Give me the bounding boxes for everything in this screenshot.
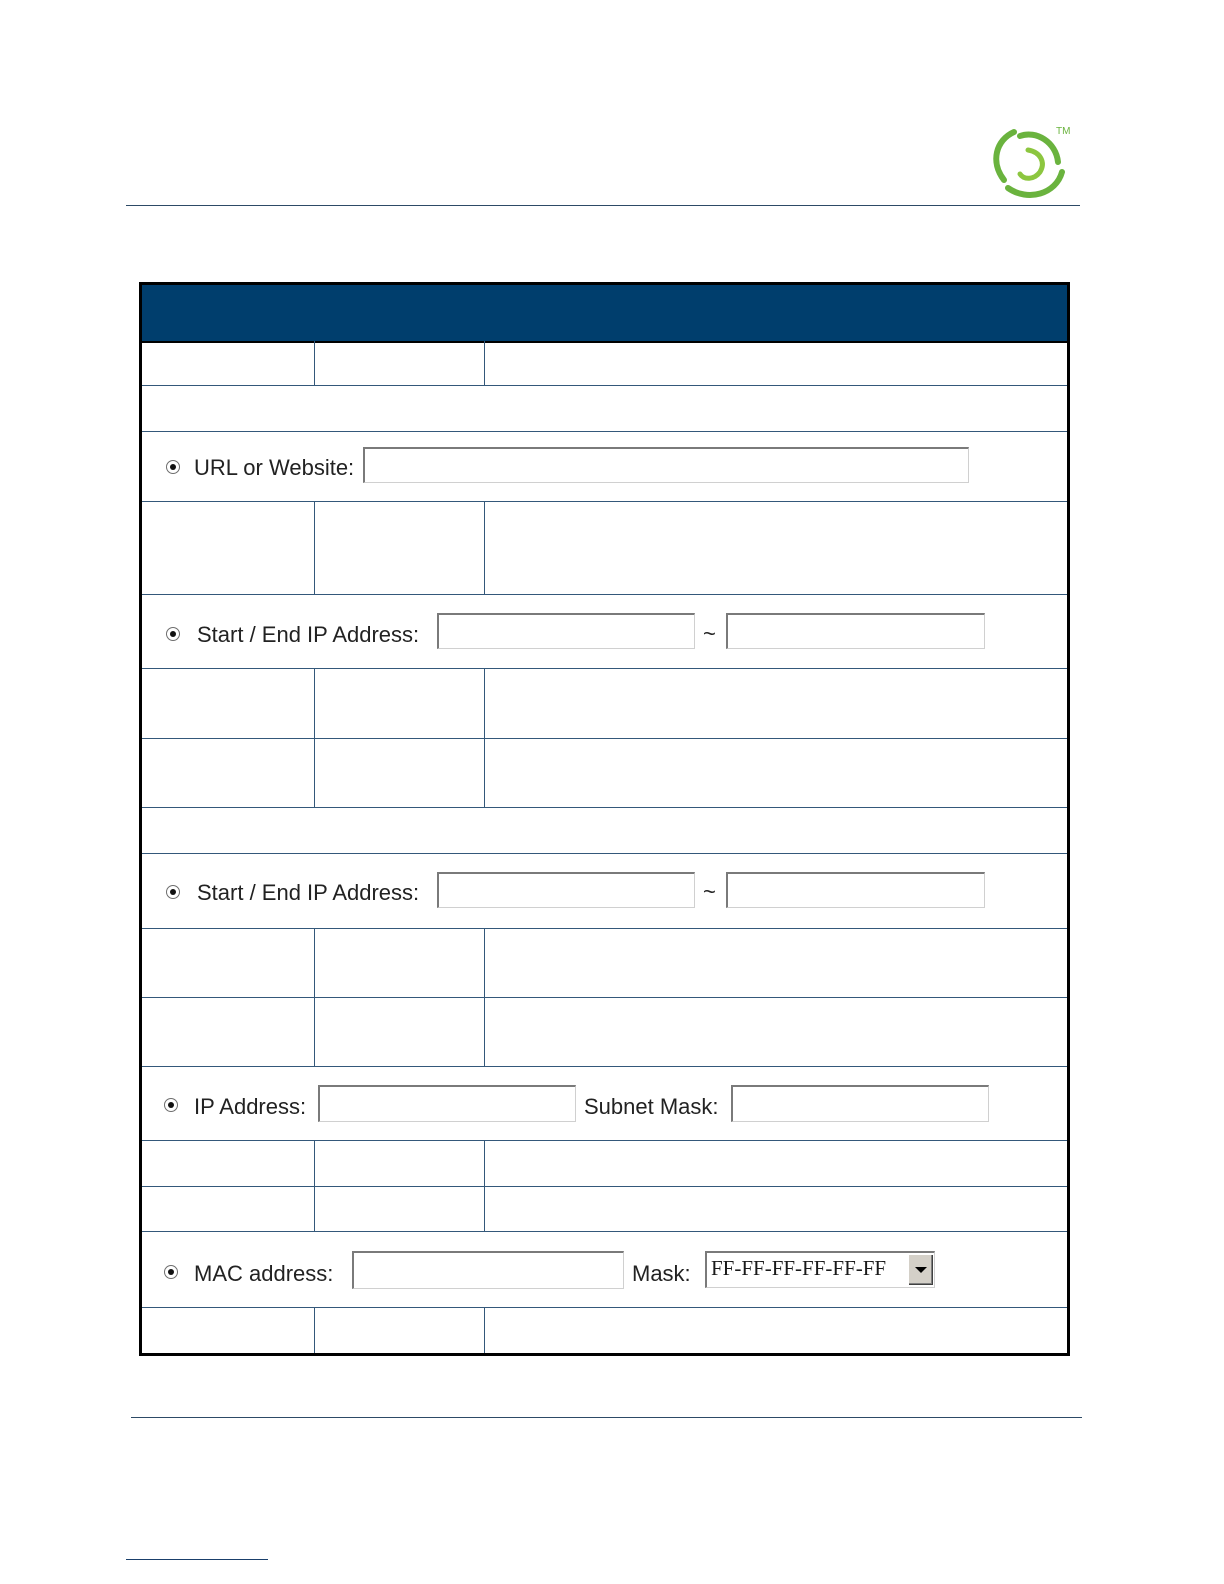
row-divider <box>142 1066 1067 1067</box>
row-divider <box>142 807 1067 808</box>
end-ip-input[interactable] <box>726 613 985 649</box>
start-ip-input[interactable] <box>437 872 695 908</box>
mask-selected-value: FF-FF-FF-FF-FF-FF <box>711 1256 887 1280</box>
column-divider <box>484 928 485 1066</box>
row-divider <box>142 1307 1067 1308</box>
column-divider <box>314 1307 315 1353</box>
column-divider <box>314 928 315 1066</box>
subnet-mask-input[interactable] <box>731 1085 989 1122</box>
panel-header-band <box>142 285 1067 343</box>
filter-settings-panel <box>139 282 1070 1356</box>
row-divider <box>142 853 1067 854</box>
column-divider <box>484 1140 485 1231</box>
column-divider <box>314 341 315 385</box>
start-ip-input[interactable] <box>437 613 695 649</box>
url-input[interactable] <box>363 447 969 483</box>
column-divider <box>314 501 315 594</box>
row-divider <box>142 501 1067 502</box>
column-divider <box>484 341 485 385</box>
swirl-logo-icon <box>988 122 1078 202</box>
mac-mask-select[interactable] <box>705 1251 935 1288</box>
ip-range-label: Start / End IP Address: <box>197 880 420 905</box>
ip-range-label: Start / End IP Address: <box>197 622 420 647</box>
range-separator: ~ <box>703 879 716 904</box>
mask-label: Mask: <box>632 1261 691 1286</box>
mac-radio[interactable] <box>164 1265 178 1279</box>
row-divider <box>142 997 1067 998</box>
ip-range-radio[interactable] <box>166 627 180 641</box>
column-divider <box>314 1140 315 1231</box>
row-divider <box>142 385 1067 386</box>
mac-address-label: MAC address: <box>194 1261 334 1286</box>
trademark-mark: TM <box>1056 126 1071 137</box>
range-separator: ~ <box>703 621 716 646</box>
footer-rule <box>131 1417 1082 1418</box>
ip-range-radio[interactable] <box>166 885 180 899</box>
column-divider <box>484 668 485 807</box>
row-divider <box>142 928 1067 929</box>
header-rule <box>126 205 1080 206</box>
url-radio[interactable] <box>166 460 180 474</box>
row-divider <box>142 1231 1067 1232</box>
row-divider <box>142 1186 1067 1187</box>
column-divider <box>484 501 485 594</box>
end-ip-input[interactable] <box>726 872 985 908</box>
column-divider <box>314 668 315 807</box>
chevron-down-icon[interactable] <box>908 1254 933 1285</box>
column-divider <box>484 1307 485 1353</box>
footnote-rule <box>126 1559 268 1560</box>
row-divider <box>142 1140 1067 1141</box>
subnet-mask-label: Subnet Mask: <box>584 1094 719 1119</box>
row-divider <box>142 594 1067 595</box>
ip-subnet-radio[interactable] <box>164 1098 178 1112</box>
ip-address-input[interactable] <box>318 1085 576 1122</box>
row-divider <box>142 668 1067 669</box>
url-label: URL or Website: <box>194 455 355 480</box>
ip-address-label: IP Address: <box>194 1094 307 1119</box>
row-divider <box>142 738 1067 739</box>
mac-address-input[interactable] <box>352 1251 624 1289</box>
row-divider <box>142 431 1067 432</box>
